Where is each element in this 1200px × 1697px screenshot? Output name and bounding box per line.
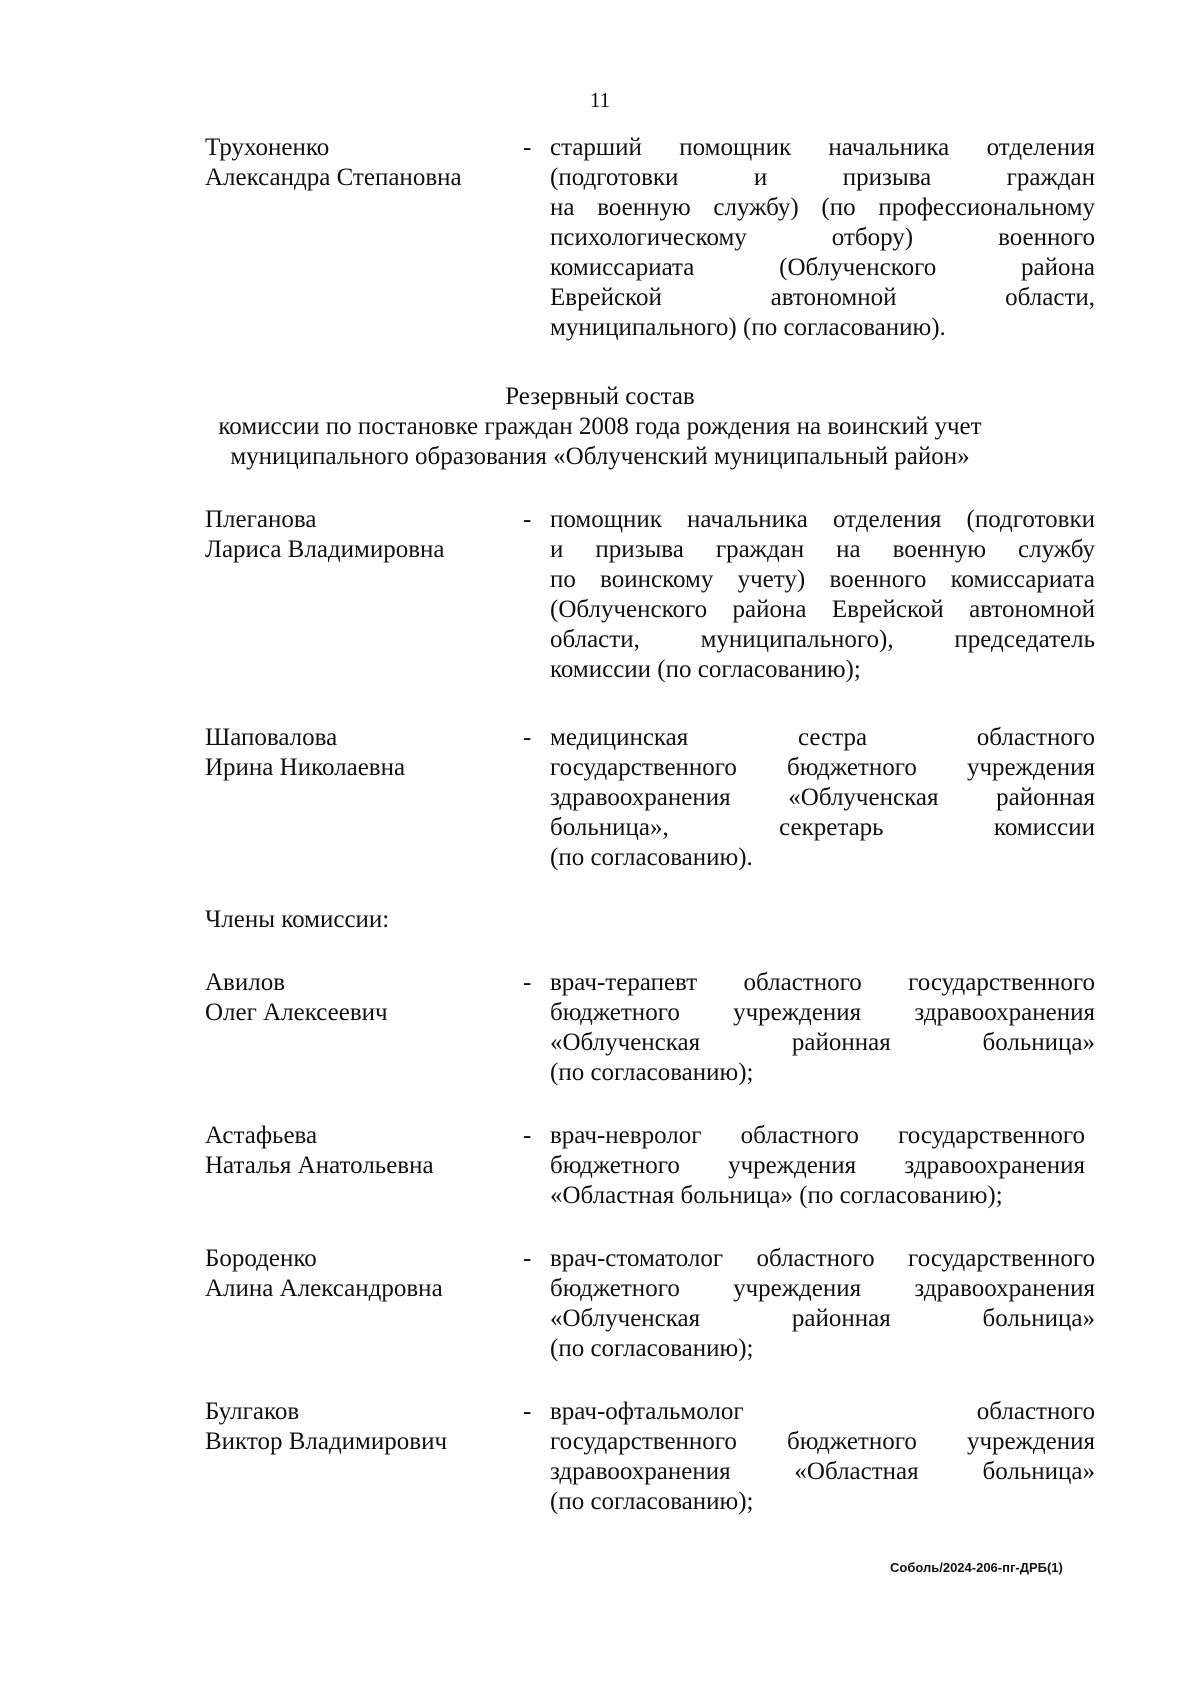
description-line: (по согласованию);	[550, 1488, 754, 1515]
description-line: (по согласованию);	[550, 1059, 754, 1086]
surname: Булгаков	[205, 1398, 300, 1425]
description-line: «Облученская районная больница»	[550, 1305, 1095, 1332]
description-line: (Облученского района Еврейской автономной	[550, 596, 1095, 623]
description-line: больница», секретарь комиссии	[550, 814, 1095, 841]
description-line: бюджетного учреждения здравоохранения	[550, 1152, 1085, 1179]
person-name	[205, 1121, 515, 1181]
description-line: (по согласованию).	[550, 844, 753, 871]
dash: -	[523, 134, 532, 161]
description-line: врач-невролог областного государственного	[550, 1122, 1085, 1149]
description-line: врач-офтальмолог областного	[550, 1398, 1095, 1425]
person-name	[205, 1397, 515, 1457]
position-description	[550, 1397, 1095, 1517]
page-number: 11	[589, 88, 611, 112]
dash: -	[523, 506, 532, 533]
position-description	[550, 723, 1095, 873]
heading-line: Резервный состав	[505, 383, 695, 410]
description-line: «Областная больница» (по согласованию);	[550, 1182, 1003, 1209]
description-line: «Облученская районная больница»	[550, 1029, 1095, 1056]
reserve-heading	[0, 382, 1200, 472]
description-line: бюджетного учреждения здравоохранения	[550, 999, 1095, 1026]
description-line: врач-стоматолог областного государственного	[550, 1245, 1095, 1272]
given-names: Лариса Владимировна	[205, 536, 445, 563]
surname: Бороденко	[205, 1245, 317, 1272]
dash: -	[523, 1398, 532, 1425]
surname: Астафьева	[205, 1122, 318, 1149]
person-name	[205, 1244, 515, 1304]
surname: Шаповалова	[205, 724, 338, 751]
description-line: психологическому отбору) военного	[550, 224, 1095, 251]
position-description	[550, 505, 1095, 685]
members-label: Члены комиссии:	[205, 906, 390, 933]
person-name	[205, 505, 515, 565]
position-description	[550, 1244, 1095, 1364]
description-line: государственного бюджетного учреждения	[550, 1428, 1095, 1455]
person-name	[205, 133, 515, 193]
position-description	[550, 968, 1095, 1088]
document-code: Соболь/2024-206-пг-ДРБ(1)	[890, 1560, 1063, 1575]
person-name	[205, 968, 515, 1028]
description-line: (подготовки и призыва граждан	[550, 164, 1095, 191]
position-description	[550, 133, 1095, 343]
description-line: старший помощник начальника отделения	[550, 134, 1095, 161]
dash: -	[523, 1245, 532, 1272]
description-line: на военную службу) (по профессиональному	[550, 194, 1095, 221]
description-line: по воинскому учету) военного комиссариата	[550, 566, 1095, 593]
dash: -	[523, 969, 532, 996]
person-name	[205, 723, 515, 783]
description-line: бюджетного учреждения здравоохранения	[550, 1275, 1095, 1302]
heading-line: муниципального образования «Облученский муниципальный район»	[230, 443, 970, 470]
given-names: Олег Алексеевич	[205, 999, 388, 1026]
description-line: Еврейской автономной области,	[550, 284, 1095, 311]
given-names: Виктор Владимирович	[205, 1428, 448, 1455]
given-names: Наталья Анатольевна	[205, 1152, 434, 1179]
description-line: области, муниципального), председатель	[550, 626, 1095, 653]
description-line: врач-терапевт областного государственного	[550, 969, 1095, 996]
description-line: медицинская сестра областного	[550, 724, 1095, 751]
description-line: помощник начальника отделения (подготовки	[550, 506, 1095, 533]
description-line: и призыва граждан на военную службу	[550, 536, 1095, 563]
description-line: (по согласованию);	[550, 1335, 754, 1362]
given-names: Александра Степановна	[205, 164, 462, 191]
surname: Плеганова	[205, 506, 317, 533]
position-description	[550, 1121, 1085, 1211]
given-names: Алина Александровна	[205, 1275, 443, 1302]
description-line: здравоохранения «Облученская районная	[550, 784, 1095, 811]
given-names: Ирина Николаевна	[205, 754, 406, 781]
dash: -	[523, 724, 532, 751]
surname: Трухоненко	[205, 134, 330, 161]
dash: -	[523, 1122, 532, 1149]
description-line: государственного бюджетного учреждения	[550, 754, 1095, 781]
surname: Авилов	[205, 969, 286, 996]
description-line: комиссариата (Облученского района	[550, 254, 1095, 281]
description-line: комиссии (по согласованию);	[550, 656, 861, 683]
heading-line: комиссии по постановке граждан 2008 года рождения на воинский учет	[218, 413, 982, 440]
description-line: муниципального) (по согласованию).	[550, 314, 946, 341]
description-line: здравоохранения «Областная больница»	[550, 1458, 1095, 1485]
